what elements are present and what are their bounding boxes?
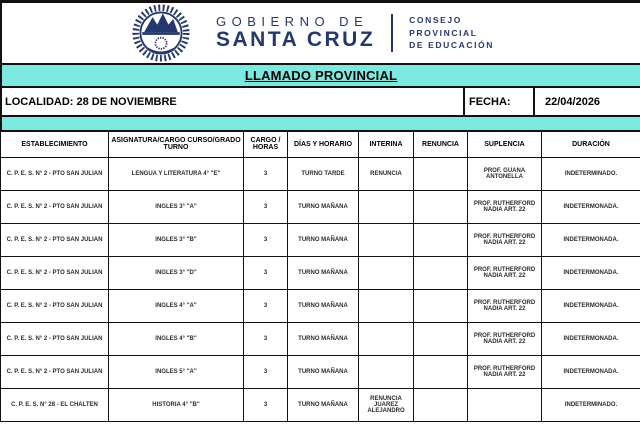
table-cell: INDETERMONADA.	[542, 223, 640, 256]
call-table-body	[1, 157, 640, 421]
table-cell	[414, 157, 468, 190]
table-cell	[414, 355, 468, 388]
title-band	[0, 63, 640, 88]
table-cell	[359, 355, 414, 388]
table-cell: 3	[244, 289, 288, 322]
table-cell: 3	[244, 256, 288, 289]
call-table	[0, 130, 640, 422]
table-cell: PROF. RUTHERFORD NADIA ART. 22	[468, 355, 542, 388]
page-title: LLAMADO PROVINCIAL	[244, 68, 398, 83]
table-cell: INGLES 3° "D"	[109, 256, 244, 289]
table-cell: C. P. E. S. N° 28 - EL CHALTEN	[1, 388, 109, 421]
col-establecimiento: ESTABLECIMIENTO	[1, 131, 109, 157]
table-cell: C. P. E. S. N° 2 - PTO SAN JULIAN	[1, 322, 109, 355]
table-cell	[359, 256, 414, 289]
header-row	[1, 131, 640, 157]
table-cell: INGLES 3° "A"	[109, 190, 244, 223]
table-row	[1, 223, 640, 256]
table-row	[1, 322, 640, 355]
table-row	[1, 289, 640, 322]
org-line-educacion: DE EDUCACIÓN	[409, 40, 494, 51]
col-suplencia: SUPLENCIA	[468, 131, 542, 157]
fecha-value: 22/04/2026	[545, 95, 601, 108]
org-line-provincial: PROVINCIAL	[409, 27, 478, 38]
org-line-consejo: CONSEJO	[409, 14, 462, 25]
localidad-field: LOCALIDAD: 28 DE NOVIEMBRE	[2, 88, 465, 115]
table-cell	[359, 322, 414, 355]
table-cell	[359, 289, 414, 322]
table-cell: C. P. E. S. N° 2 - PTO SAN JULIAN	[1, 289, 109, 322]
table-cell: TURNO MAÑANA	[288, 223, 359, 256]
table-cell: INDETERMONADA.	[542, 289, 640, 322]
table-cell	[359, 190, 414, 223]
table-cell: INGLES 5° "A"	[109, 355, 244, 388]
table-cell: INDETERMONADA.	[542, 190, 640, 223]
table-cell: C. P. E. S. N° 2 - PTO SAN JULIAN	[1, 256, 109, 289]
table-cell: 3	[244, 190, 288, 223]
col-interina: INTERINA	[359, 131, 414, 157]
table-cell: INGLES 4° "B"	[109, 322, 244, 355]
col-renuncia: RENUNCIA	[414, 131, 468, 157]
table-cell: INGLES 4° "A"	[109, 289, 244, 322]
table-cell: TURNO MAÑANA	[288, 190, 359, 223]
santa-cruz-coat-of-arms-icon	[118, 4, 204, 62]
table-cell: 3	[244, 355, 288, 388]
table-cell	[414, 256, 468, 289]
header-divider	[391, 14, 393, 52]
table-cell: 3	[244, 388, 288, 421]
table-cell	[468, 388, 542, 421]
table-cell: PROF. RUTHERFORD NADIA ART. 22	[468, 223, 542, 256]
table-cell: TURNO MAÑANA	[288, 355, 359, 388]
table-cell	[414, 223, 468, 256]
info-row	[0, 88, 640, 117]
table-cell: TURNO TARDE	[288, 157, 359, 190]
table-row	[1, 256, 640, 289]
table-cell: C. P. E. S. N° 2 - PTO SAN JULIAN	[1, 190, 109, 223]
table-cell	[414, 190, 468, 223]
table-cell	[414, 289, 468, 322]
table-row	[1, 388, 640, 421]
table-cell: PROF. RUTHERFORD NADIA ART. 22	[468, 322, 542, 355]
separator-strip	[0, 117, 640, 130]
letterhead	[0, 3, 640, 63]
call-table-header	[1, 131, 640, 157]
table-row	[1, 157, 640, 190]
table-cell: HISTORIA 4° "B"	[109, 388, 244, 421]
col-asignatura: ASIGNATURA/CARGO CURSO/GRADO TURNO	[109, 131, 244, 157]
table-cell	[359, 223, 414, 256]
table-cell: TURNO MAÑANA	[288, 256, 359, 289]
org-name	[409, 14, 494, 52]
brand-line-santa-cruz: SANTA CRUZ	[216, 28, 376, 52]
table-cell: 3	[244, 157, 288, 190]
brand-line-gobierno: GOBIERNO DE	[216, 13, 369, 29]
table-cell: PROF. RUTHERFORD NADIA ART. 22	[468, 190, 542, 223]
table-cell: INDETERMONADA.	[542, 322, 640, 355]
table-row	[1, 190, 640, 223]
table-cell: C. P. E. S. N° 2 - PTO SAN JULIAN	[1, 223, 109, 256]
table-cell: PROF. RUTHERFORD NADIA ART. 22	[468, 256, 542, 289]
table-cell: TURNO MAÑANA	[288, 289, 359, 322]
table-cell	[414, 388, 468, 421]
table-cell: LENGUA Y LITERATURA 4° "E"	[109, 157, 244, 190]
government-brand	[216, 15, 375, 51]
table-cell: 3	[244, 223, 288, 256]
table-cell: INDETERMONADA.	[542, 256, 640, 289]
table-cell: TURNO MAÑANA	[288, 322, 359, 355]
table-cell: PROF. RUTHERFORD NADIA ART. 22	[468, 289, 542, 322]
table-cell: C. P. E. S. N° 2 - PTO SAN JULIAN	[1, 157, 109, 190]
fecha-label: FECHA:	[465, 88, 535, 115]
table-cell: INDETERMINADO.	[542, 388, 640, 421]
table-cell: C. P. E. S. N° 2 - PTO SAN JULIAN	[1, 355, 109, 388]
table-cell: 3	[244, 322, 288, 355]
table-cell	[414, 322, 468, 355]
table-cell: INDETERMINADO.	[542, 157, 640, 190]
col-cargo-horas: CARGO / HORAS	[244, 131, 288, 157]
col-duracion: DURACIÓN	[542, 131, 640, 157]
table-cell: RENUNCIA JUAREZ ALEJANDRO	[359, 388, 414, 421]
table-cell: PROF. GUANA ANTONELLA	[468, 157, 542, 190]
table-row	[1, 355, 640, 388]
table-cell: TURNO MAÑANA	[288, 388, 359, 421]
table-cell: INDETERMONADA.	[542, 355, 640, 388]
table-cell: INGLES 3° "B"	[109, 223, 244, 256]
col-dias-horario: DÍAS Y HORARIO	[288, 131, 359, 157]
table-cell: RENUNCIA	[359, 157, 414, 190]
